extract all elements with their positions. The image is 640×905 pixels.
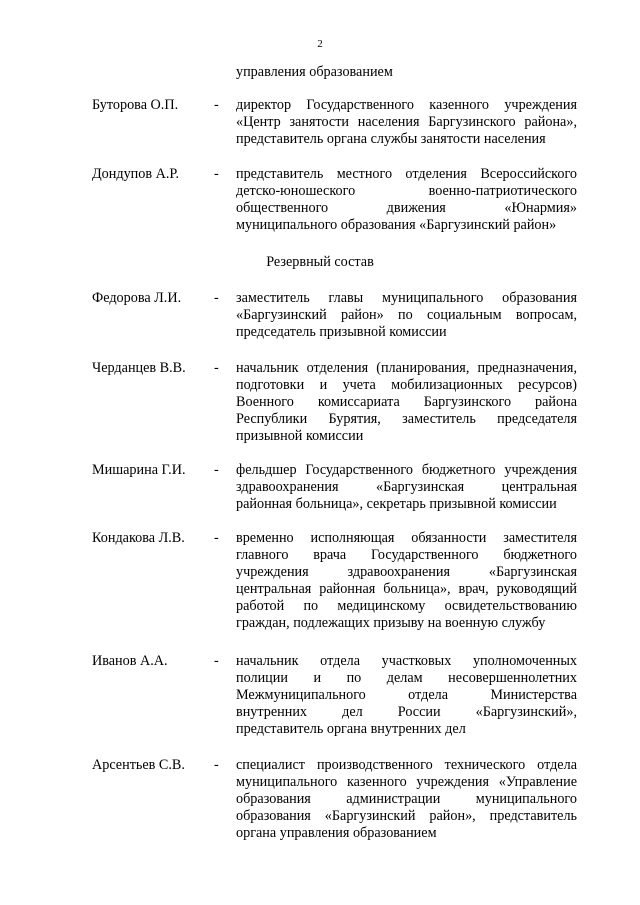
description-line: «Центр занятости населения Баргузинского района»,: [236, 114, 577, 130]
description-line: муниципального казенного учреждения «Управление: [236, 774, 577, 790]
description-line: представитель органа внутренних дел: [236, 721, 466, 737]
description-line: Межмуниципального отдела Министерства: [236, 687, 577, 703]
member-name: Дондупов А.Р.: [92, 166, 180, 182]
member-description: [236, 360, 577, 445]
intro-continuation-line: управления образованием: [236, 64, 393, 80]
description-line: главного врача Государственного бюджетного: [236, 547, 577, 563]
description-line: органа управления образованием: [236, 825, 437, 841]
description-line: временно исполняющая обязанности заместителя: [236, 530, 577, 546]
member-description: [236, 97, 577, 148]
member-dash: -: [214, 166, 219, 182]
description-line: представитель местного отделения Всероссийского: [236, 166, 577, 182]
member-name: Иванов А.А.: [92, 653, 168, 669]
description-line: начальник отделения (планирования, предназначения,: [236, 360, 577, 376]
description-line: полиции и по делам несовершеннолетних: [236, 670, 577, 686]
description-line: общественного движения «Юнармия»: [236, 200, 577, 216]
description-line: председатель призывной комиссии: [236, 324, 447, 340]
member-dash: -: [214, 360, 219, 376]
description-line: внутренних дел России «Баргузинский»,: [236, 704, 577, 720]
description-line: здравоохранения «Баргузинская центральная: [236, 479, 577, 495]
description-line: образования «Баргузинский район», представитель: [236, 808, 577, 824]
description-line: центральная районная больница», врач, руководящий: [236, 581, 577, 597]
description-line: учреждения здравоохранения «Баргузинская: [236, 564, 577, 580]
member-name: Мишарина Г.И.: [92, 462, 186, 478]
member-dash: -: [214, 757, 219, 773]
member-name: Кондакова Л.В.: [92, 530, 185, 546]
member-dash: -: [214, 462, 219, 478]
description-line: работой по медицинскому освидетельствованию: [236, 598, 577, 614]
member-dash: -: [214, 530, 219, 546]
member-name: Федорова Л.И.: [92, 290, 182, 306]
page-number: 2: [317, 38, 323, 50]
member-description: [236, 290, 577, 341]
description-line: Военного комиссариата Баргузинского района: [236, 394, 577, 410]
member-dash: -: [214, 653, 219, 669]
member-description: [236, 653, 577, 738]
description-line: «Баргузинский район» по социальным вопросам,: [236, 307, 577, 323]
member-name: Черданцев В.В.: [92, 360, 186, 376]
member-description: [236, 462, 577, 513]
member-description: [236, 530, 577, 632]
description-line: специалист производственного технического отдела: [236, 757, 577, 773]
description-line: фельдшер Государственного бюджетного учреждения: [236, 462, 577, 478]
description-line: представитель органа службы занятости населения: [236, 131, 546, 147]
description-line: районная больница», секретарь призывной комиссии: [236, 496, 557, 512]
member-name: Буторова О.П.: [92, 97, 179, 113]
description-line: директор Государственного казенного учреждения: [236, 97, 577, 113]
description-line: начальник отдела участковых уполномоченных: [236, 653, 577, 669]
member-description: [236, 757, 577, 842]
description-line: граждан, подлежащих призыву на военную службу: [236, 615, 546, 631]
member-name: Арсентьев С.В.: [92, 757, 185, 773]
member-dash: -: [214, 97, 219, 113]
description-line: образования администрации муниципального: [236, 791, 577, 807]
description-line: детско-юношеского военно-патриотического: [236, 183, 577, 199]
reserve-heading: Резервный состав: [266, 254, 374, 270]
member-description: [236, 166, 577, 234]
description-line: муниципального образования «Баргузинский район»: [236, 217, 557, 233]
description-line: заместитель главы муниципального образования: [236, 290, 577, 306]
description-line: призывной комиссии: [236, 428, 364, 444]
description-line: Республики Бурятия, заместитель председателя: [236, 411, 577, 427]
description-line: подготовки и учета мобилизационных ресурсов): [236, 377, 577, 393]
member-dash: -: [214, 290, 219, 306]
